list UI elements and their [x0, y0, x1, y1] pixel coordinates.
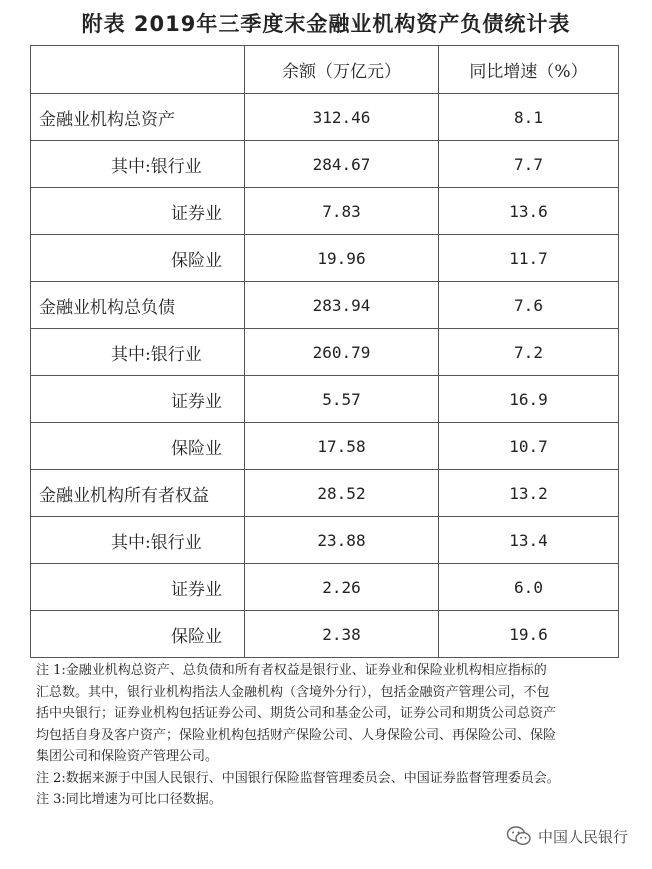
row-label: 其中:银行业: [31, 329, 245, 376]
page-title: 附表 2019年三季度末金融业机构资产负债统计表: [81, 12, 571, 36]
header-category: [31, 46, 245, 94]
row-growth: 13.2: [439, 470, 619, 517]
wechat-icon: [506, 825, 532, 847]
row-growth: 16.9: [439, 376, 619, 423]
table-row: [31, 611, 619, 658]
row-growth: 7.2: [439, 329, 619, 376]
row-balance: 2.26: [245, 564, 439, 611]
table-row: [31, 470, 619, 517]
table-row: [31, 141, 619, 188]
table-header-row: [31, 46, 619, 94]
row-balance: 23.88: [245, 517, 439, 564]
footnote-line: 括中央银行；证券业机构包括证券公司、期货公司和基金公司，证券公司和期货公司总资产: [36, 706, 557, 721]
row-balance: 284.67: [245, 141, 439, 188]
row-growth: 13.4: [439, 517, 619, 564]
footnote-line: 集团公司和保险资产管理公司。: [36, 749, 219, 764]
footnote-line: 注 3:同比增速为可比口径数据。: [36, 792, 222, 807]
table-row: [31, 235, 619, 282]
row-label: 金融业机构总负债: [31, 282, 245, 329]
footnotes: [36, 660, 620, 811]
header-growth: 同比增速（%）: [439, 46, 619, 94]
row-label: 其中:银行业: [31, 141, 245, 188]
table-row: [31, 376, 619, 423]
table-row: [31, 282, 619, 329]
row-balance: 28.52: [245, 470, 439, 517]
table-row: [31, 94, 619, 141]
row-growth: 8.1: [439, 94, 619, 141]
row-growth: 7.6: [439, 282, 619, 329]
row-growth: 11.7: [439, 235, 619, 282]
row-label: 保险业: [31, 235, 245, 282]
row-balance: 7.83: [245, 188, 439, 235]
table-row: [31, 517, 619, 564]
row-label: 证券业: [31, 564, 245, 611]
row-label: 金融业机构总资产: [31, 94, 245, 141]
table-row: [31, 423, 619, 470]
row-growth: 13.6: [439, 188, 619, 235]
row-label: 保险业: [31, 423, 245, 470]
header-balance: 余额（万亿元）: [245, 46, 439, 94]
row-balance: 17.58: [245, 423, 439, 470]
row-balance: 312.46: [245, 94, 439, 141]
row-label: 金融业机构所有者权益: [31, 470, 245, 517]
footnote-line: 汇总数。其中，银行业机构指法人金融机构（含境外分行），包括金融资产管理公司，不包: [36, 684, 550, 700]
row-label: 保险业: [31, 611, 245, 658]
row-growth: 10.7: [439, 423, 619, 470]
row-label: 其中:银行业: [31, 517, 245, 564]
row-balance: 5.57: [245, 376, 439, 423]
row-balance: 19.96: [245, 235, 439, 282]
row-growth: 19.6: [439, 611, 619, 658]
watermark-text: 中国人民银行: [537, 827, 628, 846]
footnote-line: 注 1:金融业机构总资产、总负债和所有者权益是银行业、证券业和保险业机构相应指标的: [36, 663, 547, 678]
row-balance: 260.79: [245, 329, 439, 376]
table-row: [31, 188, 619, 235]
row-growth: 7.7: [439, 141, 619, 188]
source-watermark: [506, 825, 628, 847]
row-label: 证券业: [31, 188, 245, 235]
balance-sheet-table: [30, 45, 619, 658]
table-row: [31, 564, 619, 611]
row-balance: 283.94: [245, 282, 439, 329]
footnote-line: 注 2:数据来源于中国人民银行、中国银行保险监督管理委员会、中国证券监督管理委员会。: [36, 770, 560, 786]
footnote-line: 均包括自身及客户资产；保险业机构包括财产保险公司、人身保险公司、再保险公司、保险: [36, 727, 557, 743]
row-label: 证券业: [31, 376, 245, 423]
row-growth: 6.0: [439, 564, 619, 611]
row-balance: 2.38: [245, 611, 439, 658]
table-row: [31, 329, 619, 376]
